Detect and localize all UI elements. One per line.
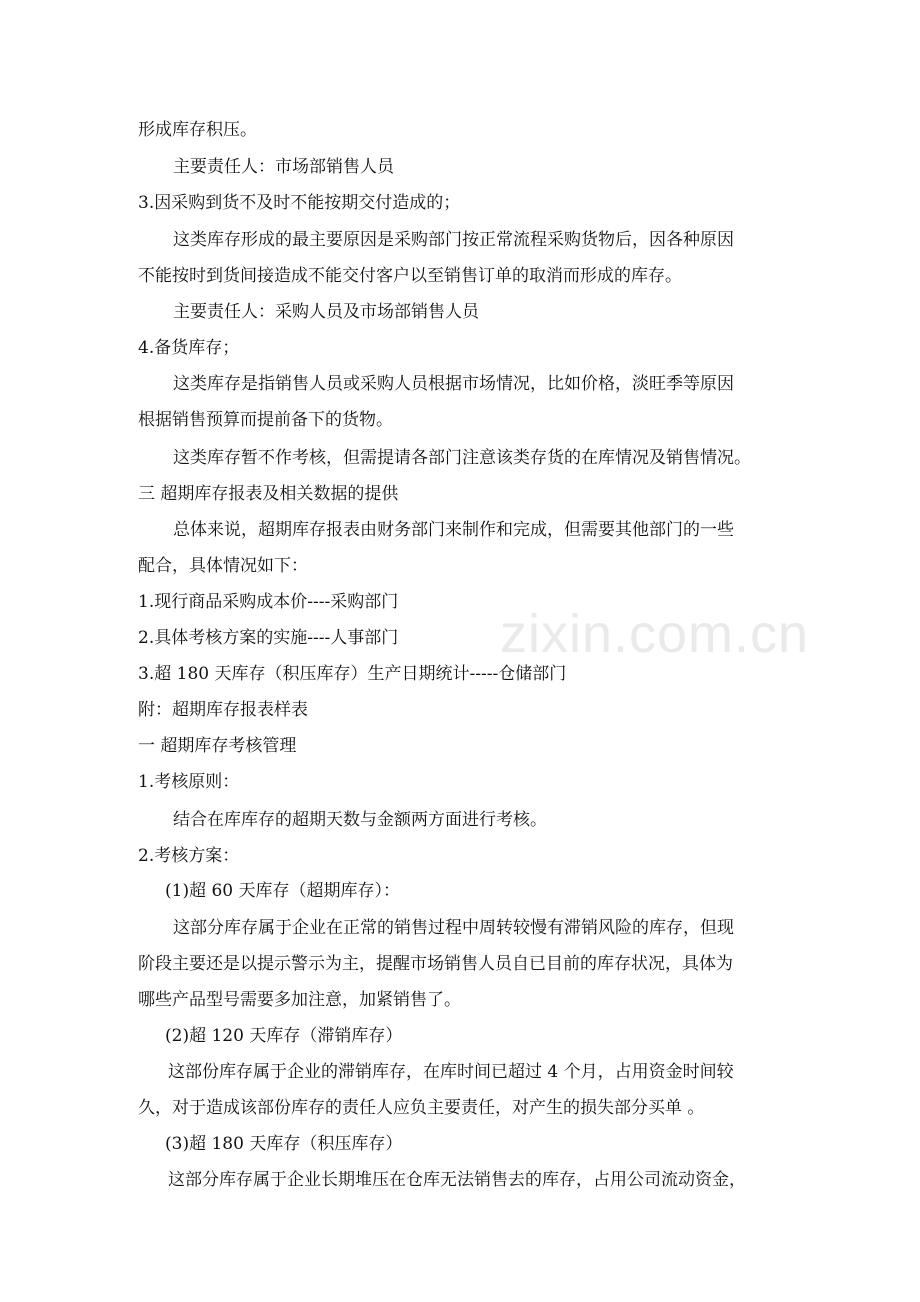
text-line: 这类库存是指销售人员或采购人员根据市场情况，比如价格，淡旺季等原因 (173, 374, 734, 394)
text-line: 1.考核原则： (138, 772, 240, 792)
section-heading: 一 超期库存考核管理 (138, 736, 297, 756)
text-line: 主要责任人：采购人员及市场部销售人员 (173, 302, 479, 322)
text-line: 这类库存形成的最主要原因是采购部门按正常流程采购货物后，因各种原因 (173, 230, 734, 250)
text-line: 这类库存暂不作考核，但需提请各部门注意该类存货的在库情况及销售情况。 (173, 448, 751, 468)
text-line: 形成库存积压。 (138, 120, 257, 140)
text-line: 根据销售预算而提前备下的货物。 (138, 410, 393, 430)
text-line: 1.现行商品采购成本价----采购部门 (138, 592, 399, 612)
text-line: 总体来说，超期库存报表由财务部门来制作和完成，但需要其他部门的一些 (173, 520, 734, 540)
text-line: 3.超 180 天库存（积压库存）生产日期统计-----仓储部门 (138, 664, 567, 684)
text-line: 这部分库存属于企业长期堆压在仓库无法销售去的库存，占用公司流动资金， (168, 1170, 746, 1190)
text-line: 久，对于造成该部份库存的责任人应负主要责任，对产生的损失部分买单 。 (138, 1098, 705, 1118)
text-line: 4.备货库存； (138, 338, 240, 358)
watermark: zixin.com.cn (500, 604, 810, 664)
text-line: 哪些产品型号需要多加注意，加紧销售了。 (138, 990, 461, 1010)
text-line: (3)超 180 天库存（积压库存） (165, 1134, 403, 1154)
text-line: 这部份库存属于企业的滞销库存，在库时间已超过 4 个月，占用资金时间较 (168, 1062, 734, 1082)
text-line: 2.具体考核方案的实施----人事部门 (138, 628, 399, 648)
text-line: 这部分库存属于企业在正常的销售过程中周转较慢有滞销风险的库存，但现 (173, 918, 734, 938)
text-line: 主要责任人：市场部销售人员 (173, 157, 394, 177)
text-line: 阶段主要还是以提示警示为主，提醒市场销售人员自已目前的库存状况，具体为 (138, 954, 733, 974)
text-line: 配合，具体情况如下： (138, 556, 308, 576)
text-line: 2.考核方案： (138, 846, 240, 866)
text-line: 不能按时到货间接造成不能交付客户以至销售订单的取消而形成的库存。 (138, 266, 682, 286)
text-line: (2)超 120 天库存（滞销库存） (165, 1026, 403, 1046)
text-line: 结合在库库存的超期天数与金额两方面进行考核。 (173, 810, 547, 830)
section-heading: 三 超期库存报表及相关数据的提供 (138, 484, 399, 504)
text-line: (1)超 60 天库存（超期库存）： (165, 881, 401, 901)
text-line: 3.因采购到货不及时不能按期交付造成的； (138, 193, 461, 213)
text-line: 附：超期库存报表样表 (138, 700, 308, 720)
